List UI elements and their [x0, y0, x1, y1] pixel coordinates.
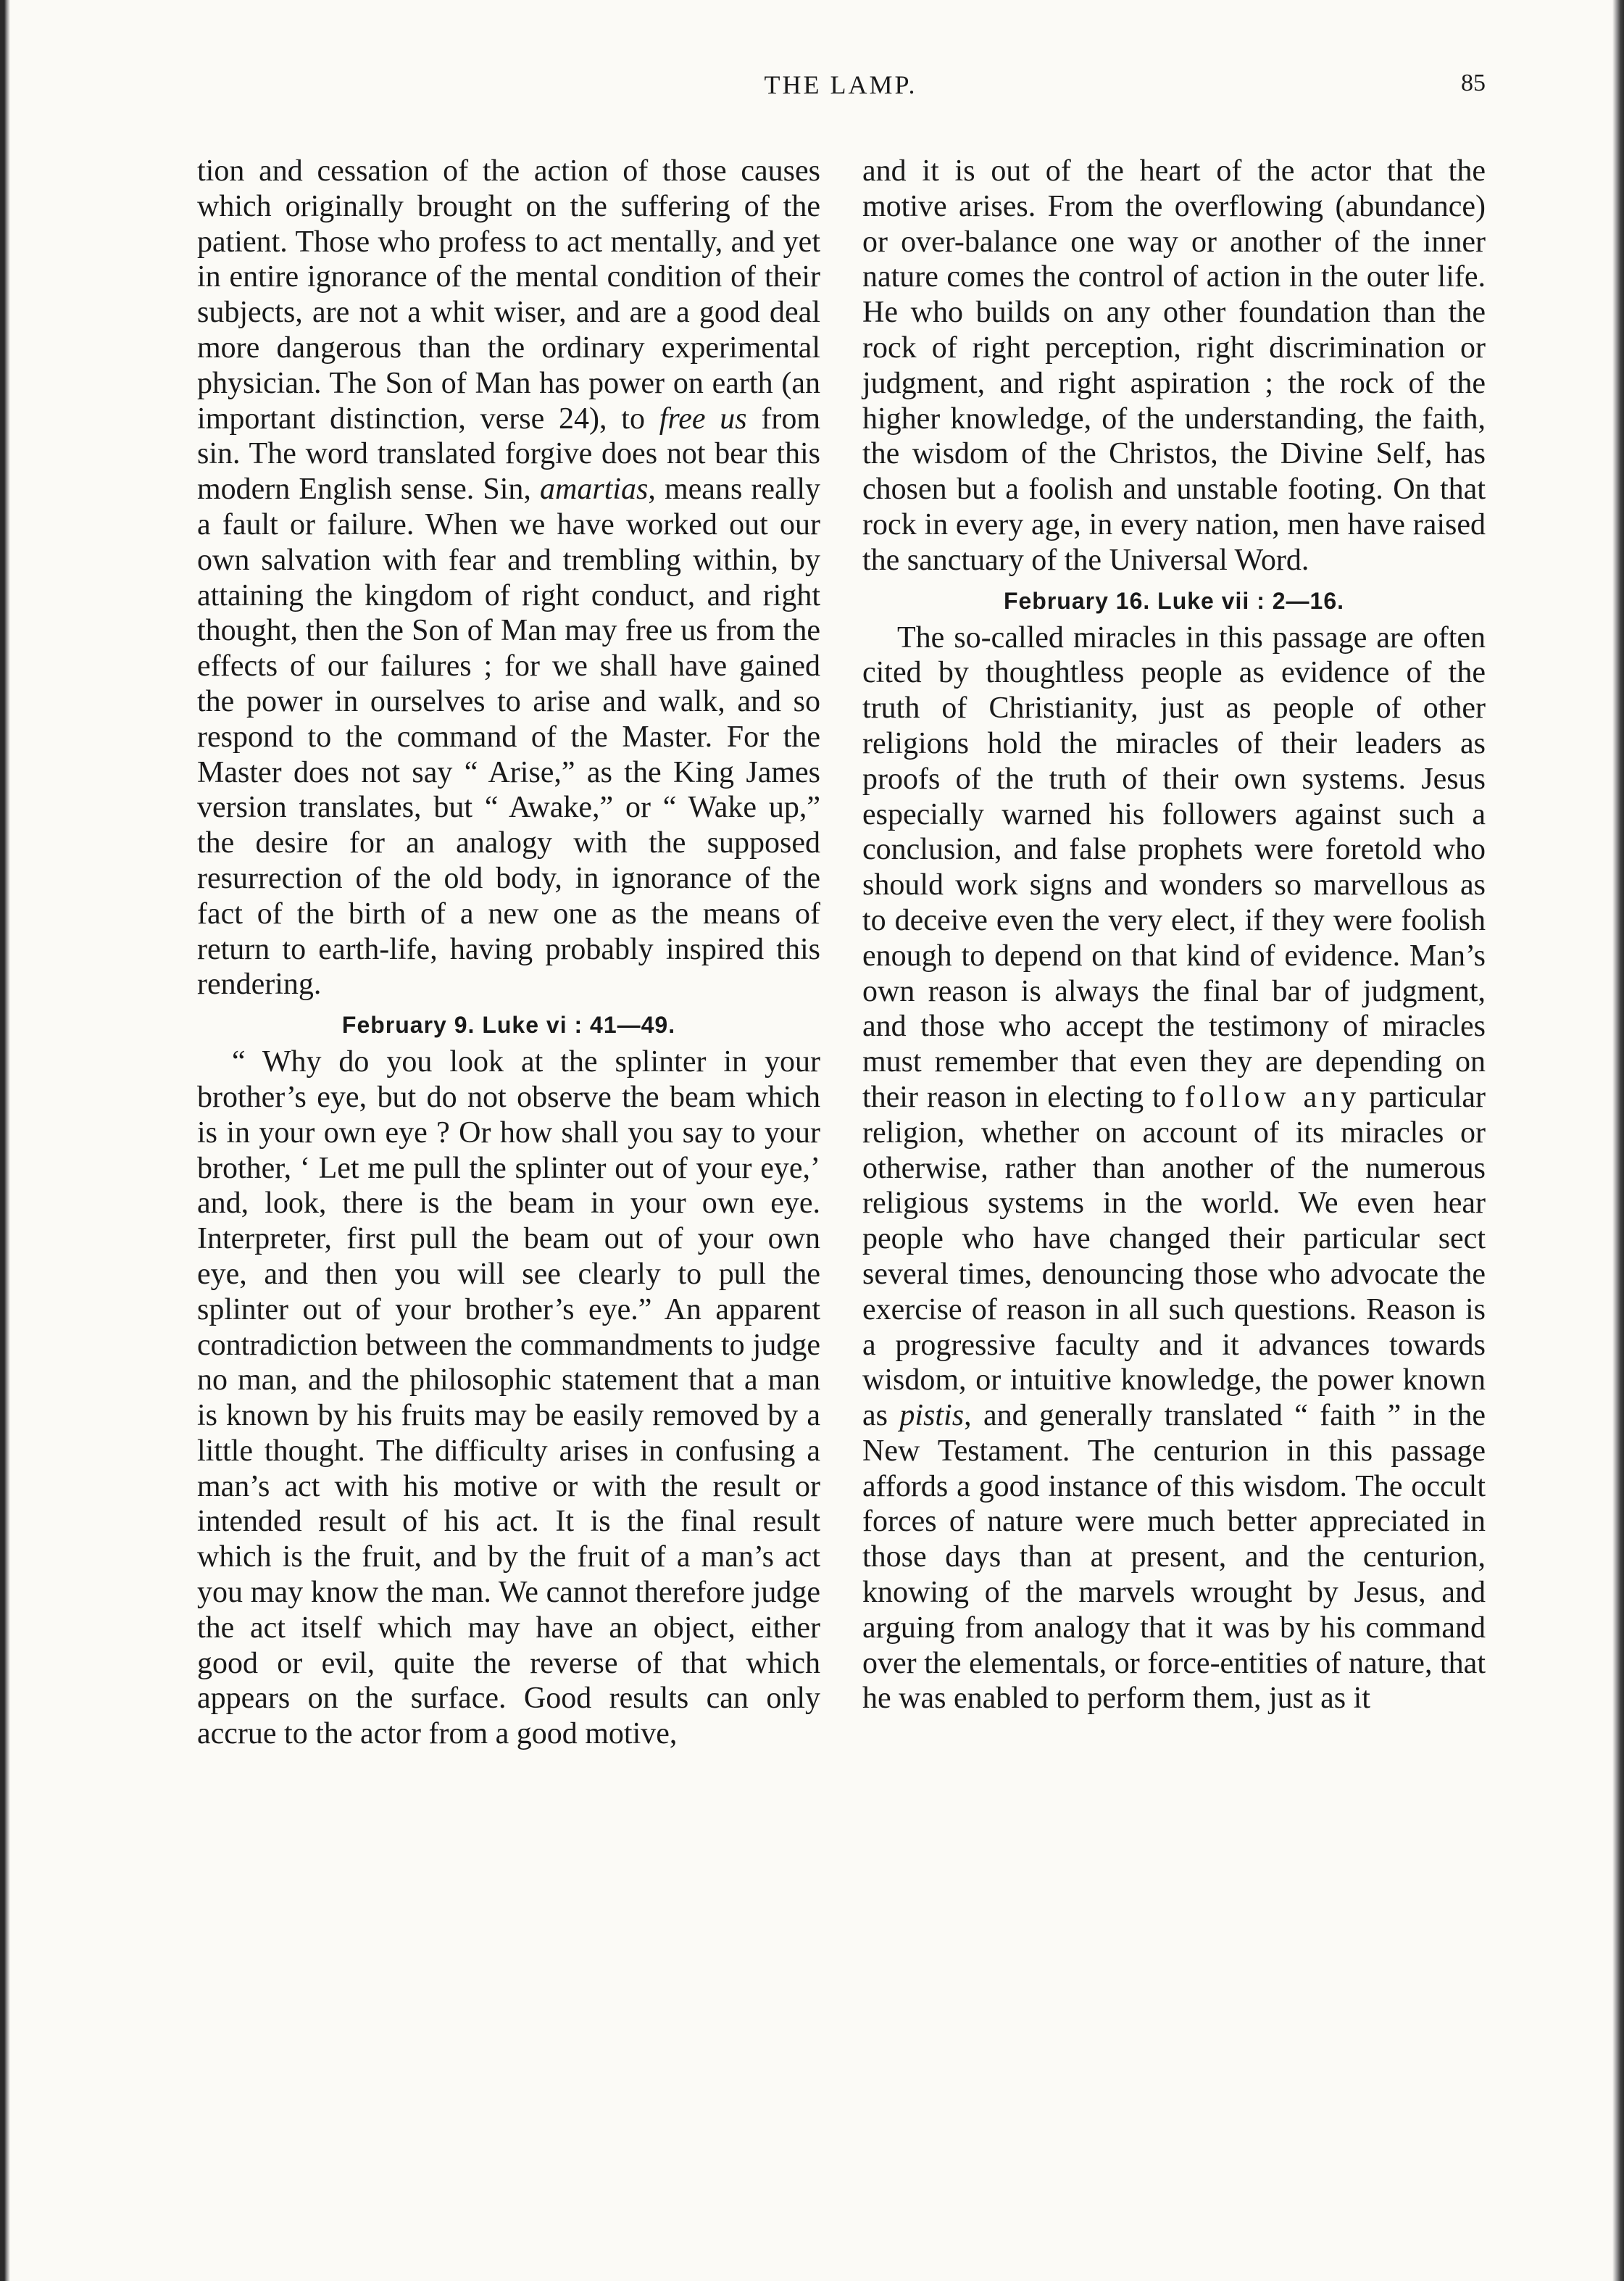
section-heading: February 16. Luke vii : 2—16. [1003, 587, 1345, 614]
italic-text: amartias [540, 473, 649, 507]
page-header [196, 70, 1486, 106]
page-number: 85 [1461, 70, 1486, 96]
text-run: , and generally translated “ faith ” in the New Testament. The centurion in this passage affords a good instance of this wisdom. The occult forces of nature were much better appreciated in those days than at present, and the centurion, knowing of the marvels wrought by Jesus, and arguing from analogy that it was by his command over the elementals, or force-entities of nature, that he was enabled to perform them, just as it [862, 1399, 1486, 1716]
paragraph: “ Why do you look at the splinter in your brother’s eye, but do not observe the beam which is in your own eye ? Or how shall you say to your brother, ‘ Let me pull the splinter out of your eye,’ and, look, there is the beam in your own eye. Interpreter, first pull the beam out of your own eye, and then you will see clearly to pull the splinter out of your brother’s eye.” An apparent contradiction between the commandments to judge no man, and the philosophic statement that a man is known by his fruits may be easily removed by a little thought. The difficulty arises in confusing a man’s act with his motive or with the result or intended result of his act. It is the final result which is the fruit, and by the fruit of a man’s act you may know the man. We cannot therefore judge the act itself which may have an object, either good or evil, quite the reverse of that which appears on the surface. Good results can only accrue to the actor from a good motive, [197, 1045, 820, 1751]
page-left-edge [0, 0, 10, 2281]
text-run: , means really a fault or failure. When we have worked out our own salvation with fear and trembling within, by attaining the kingdom of right conduct, and right thought, then the Son of Man may free us from the effects of our failures ; for we shall have gained the power in ourselves to arise and walk, and so respond to the command of the Master. For the Master does not say “ Arise,” as the King James version translates, but “ Awake,” or “ Wake up,” the desire for an analogy with the supposed resurrection of the old body, in ignorance of the fact of the birth of a new one as the means of return to earth-life, having probably inspired this rendering. [197, 473, 820, 1002]
paragraph [197, 154, 820, 1002]
page-right-edge [1612, 0, 1624, 2281]
text-run: from sin. The word translated forgive does not bear this modern English sense. Sin, [197, 402, 820, 507]
spaced-text: follow any [1184, 1080, 1361, 1114]
paragraph: and it is out of the heart of the actor that the motive arises. From the overflowing (abundance) or over-balance one way or another of the inner nature comes the control of action in the outer life. He who builds on any other foundation than the rock of right perception, right discrimination or judgment, and right aspiration ; the rock of the higher knowledge, of the understanding, the faith, the wisdom of the Christos, the Divine Self, has chosen but a foolish and unstable footing. On that rock in every age, in every nation, men have raised the sanctuary of the Universal Word. [862, 154, 1486, 577]
italic-text: pistis [899, 1399, 965, 1433]
paragraph [862, 620, 1486, 1717]
section-heading: February 9. Luke vi : 41—49. [341, 1012, 676, 1039]
running-title: THE LAMP. [764, 70, 917, 99]
text-run: The so-called miracles in this passage are often cited by thoughtless people as evidence of the truth of Christianity, just as people of other religions hold the miracles of their leaders as proofs of the truth of their own systems. Jesus especially warned his followers against such a conclusion, and false prophets were foretold who should work signs and wonders so marvellous as to deceive even the very elect, if they were foolish enough to depend on that kind of evidence. Man’s own reason is always the final bar of judgment, and those who accept the testimony of miracles must remember that even they are depending on their reason in electing to [862, 620, 1486, 1114]
text-run: tion and cessation of the action of those causes which originally brought on the suffering of the patient. Those who profess to act mentally, and yet in entire ignorance of the mental condition of their subjects, are not a whit wiser, and are a good deal more dangerous than the ordinary experimental physician. The Son of Man has power on earth (an important distinction, verse 24), to [197, 154, 820, 436]
right-column [862, 154, 1486, 1716]
left-column [197, 154, 820, 1752]
italic-text: free us [659, 402, 747, 436]
text-run: particular religion, whether on account of its miracles or otherwise, rather than another of the numerous religious systems in the world. We even hear people who have changed their particular sect several times, denouncing those who advocate the exercise of reason in all such questions. Reason is a progressive faculty and it advances towards wisdom, or intuitive knowledge, the power known as [862, 1080, 1486, 1433]
